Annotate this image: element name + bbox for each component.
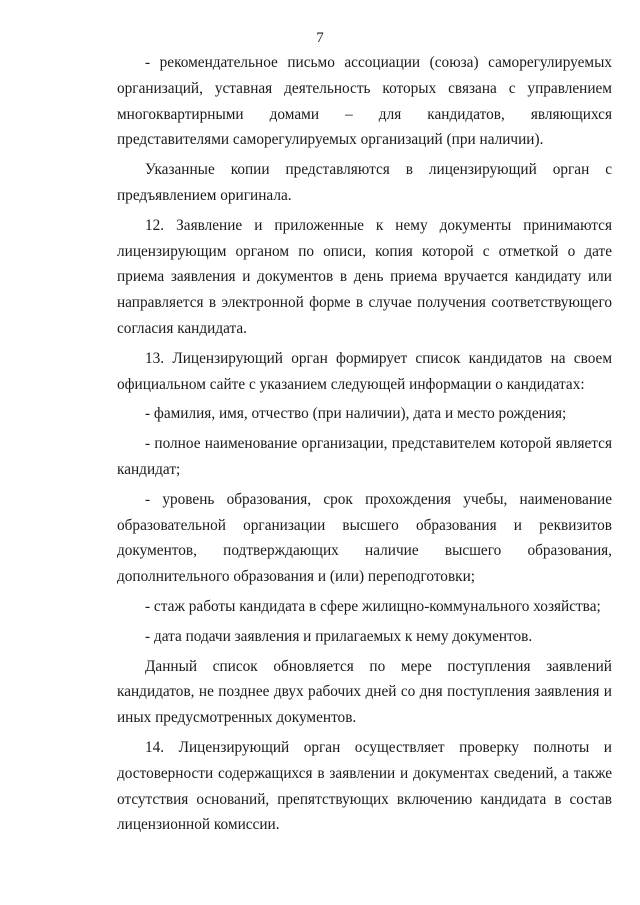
page-number: 7 — [316, 30, 324, 46]
paragraph-copies-presented: Указанные копии представляются в лицензирующий орган с предъявлением оригинала. — [117, 161, 612, 204]
paragraph-item-13: 13. Лицензирующий орган формирует список кандидатов на своем официальном сайте с указанием следующей информации о кандидатах: — [117, 349, 612, 393]
paragraph-item-12: 12. Заявление и приложенные к нему документы принимаются лицензирующим органом по описи, копия которой с отметкой о дате приема заявления и документов в день приема вручается кандидату или направляется в электронной форме в случае получения соответствующего согласия кандидата. — [117, 216, 612, 337]
list-item-work-experience: - стаж работы кандидата в сфере жилищно-коммунального хозяйства; — [145, 597, 601, 615]
paragraph-recommendation-letter: - рекомендательное письмо ассоциации (союза) саморегулируемых организаций, уставная деятельность которых связана с управлением многоквартирными домами – для кандидатов, являющихся представителями саморегулируемых организаций (при наличии). — [117, 54, 612, 149]
list-item-organization: - полное наименование организации, представителем которой является кандидат; — [117, 435, 612, 478]
list-item-full-name: - фамилия, имя, отчество (при наличии), дата и место рождения; — [145, 405, 567, 423]
document-body — [117, 50, 612, 842]
list-item-submission-date: - дата подачи заявления и прилагаемых к нему документов. — [145, 627, 533, 645]
paragraph-item-14: 14. Лицензирующий орган осуществляет проверку полноты и достоверности содержащихся в заявлении и документах сведений, а также отсутствия оснований, препятствующих включению кандидата в состав лицензионной комиссии. — [117, 738, 612, 834]
paragraph-list-update: Данный список обновляется по мере поступления заявлений кандидатов, не позднее двух рабочих дней со дня поступления заявления и иных предусмотренных документов. — [117, 657, 612, 727]
list-item-education: - уровень образования, срок прохождения учебы, наименование образовательной организации высшего образования и реквизитов документов, подтверждающих наличие высшего образования, дополнительного образования и (или) переподготовки; — [117, 490, 612, 586]
